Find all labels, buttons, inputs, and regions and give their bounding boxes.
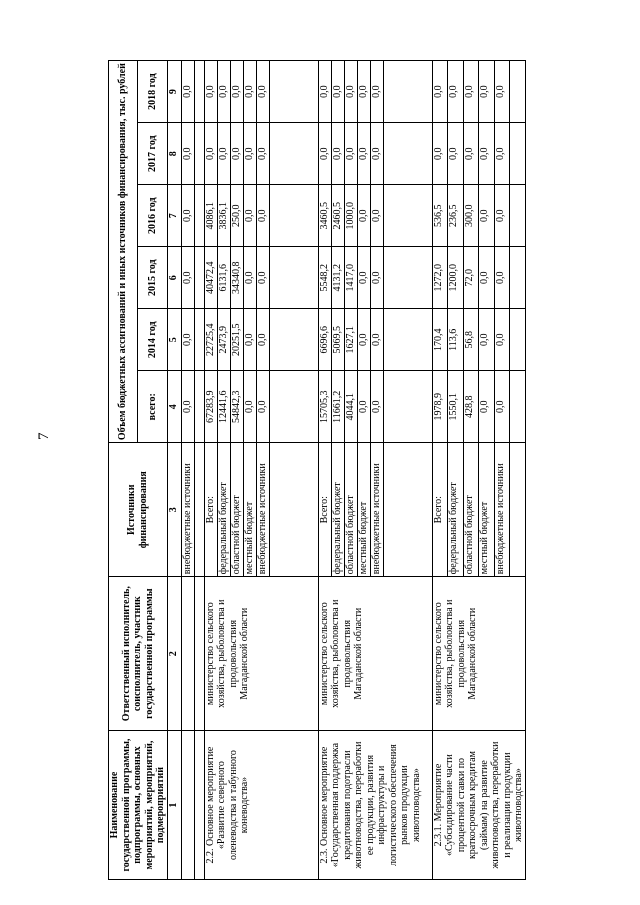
value-cell: 1550,1 (448, 371, 464, 443)
source-cell: Всего: (204, 443, 217, 577)
value-cell: 1978,9 (432, 371, 448, 443)
value-cell: 0,0 (370, 247, 383, 309)
value-cell: 0,0 (181, 371, 194, 443)
value-cell: 236,5 (448, 185, 464, 247)
value-cell: 0,0 (230, 123, 243, 185)
value-cell: 0,0 (494, 123, 510, 185)
value-cell: 4086,1 (204, 185, 217, 247)
value-cell: 0,0 (331, 123, 344, 185)
table-body (167, 61, 204, 880)
value-cell: 0,0 (479, 123, 495, 185)
value-cell: 0,0 (357, 61, 370, 123)
value-cell: 0,0 (479, 61, 495, 123)
source-cell: федеральный бюджет (448, 443, 464, 577)
value-cell: 0,0 (370, 123, 383, 185)
source-cell: областной бюджет (463, 443, 479, 577)
activity-name-cell: 2.2. Основное мероприятие «Развитие северного оленеводства и табунного коневодства» (204, 731, 318, 880)
value-cell: 0,0 (230, 61, 243, 123)
value-cell: 3836,1 (217, 185, 230, 247)
executor-cell: министерство сельского хозяйства, рыболовства и продовольствия Магаданской области (318, 577, 432, 731)
value-cell: 0,0 (370, 185, 383, 247)
value-cell: 6131,6 (217, 247, 230, 309)
value-cell: 0,0 (479, 185, 495, 247)
column-index: 4 (167, 371, 181, 443)
column-index-row (167, 61, 181, 880)
value-cell: 0,0 (217, 123, 230, 185)
header-year: 2017 год (138, 123, 167, 185)
source-cell: внебюджетные источники (181, 443, 194, 577)
header-name: Наименование государственной программы, подпрограммы, основных мероприятий, мероприятий, подмероприятий (109, 731, 168, 880)
value-cell: 4044,1 (344, 371, 357, 443)
source-cell: Всего: (432, 443, 448, 577)
value-cell: 0,0 (243, 309, 256, 371)
source-cell: областной бюджет (230, 443, 243, 577)
executor-cell: министерство сельского хозяйства, рыболовства и продовольствия Магаданской области (204, 577, 318, 731)
activity-name-cell: 2.3.1. Мероприятие «Субсидирование части процентной ставки по краткосрочным кредитам (займам) на развитие животноводства, переработки и реализации продукции животноводства» (432, 731, 525, 880)
value-cell: 34340,8 (230, 247, 243, 309)
column-index: 2 (167, 577, 181, 731)
header-year: 2014 год (138, 309, 167, 371)
value-cell: 0,0 (494, 185, 510, 247)
header-year: 2016 год (138, 185, 167, 247)
header-executor: Ответственный исполнитель, соисполнитель, участник государственной программы (109, 577, 168, 731)
blocks-body (204, 61, 525, 880)
source-cell: местный бюджет (479, 443, 495, 577)
value-cell: 536,5 (432, 185, 448, 247)
value-cell: 0,0 (494, 371, 510, 443)
value-cell: 0,0 (494, 61, 510, 123)
value-cell: 0,0 (370, 61, 383, 123)
value-cell: 4131,2 (331, 247, 344, 309)
source-cell: областной бюджет (344, 443, 357, 577)
source-cell: Всего: (318, 443, 331, 577)
empty-cell (181, 731, 194, 880)
value-cell: 300,0 (463, 185, 479, 247)
rotated-table-container (108, 60, 608, 880)
value-cell: 113,6 (448, 309, 464, 371)
value-cell: 67283,9 (204, 371, 217, 443)
executor-cell: министерство сельского хозяйства, рыболовства и продовольствия Магаданской области (432, 577, 525, 731)
continuation-row (181, 61, 194, 880)
value-cell: 20251,5 (230, 309, 243, 371)
header-source: Источники финансирования (109, 443, 168, 577)
source-cell: местный бюджет (243, 443, 256, 577)
value-cell: 0,0 (217, 61, 230, 123)
value-cell: 0,0 (448, 123, 464, 185)
value-cell: 5548,2 (318, 247, 331, 309)
value-cell: 72,0 (463, 247, 479, 309)
value-cell: 1000,0 (344, 185, 357, 247)
source-cell: внебюджетные источники (494, 443, 510, 577)
value-cell: 54842,3 (230, 371, 243, 443)
value-cell: 1200,0 (448, 247, 464, 309)
value-cell: 1272,0 (432, 247, 448, 309)
value-cell: 0,0 (344, 123, 357, 185)
value-cell: 0,0 (256, 185, 269, 247)
value-cell: 15705,3 (318, 371, 331, 443)
value-cell: 170,4 (432, 309, 448, 371)
header-total: всего: (138, 371, 167, 443)
source-cell: внебюджетные источники (370, 443, 383, 577)
value-cell: 0,0 (344, 61, 357, 123)
value-cell: 428,8 (463, 371, 479, 443)
value-cell: 56,8 (463, 309, 479, 371)
column-index: 3 (167, 443, 181, 577)
value-cell: 0,0 (370, 309, 383, 371)
value-cell: 0,0 (494, 309, 510, 371)
value-cell: 0,0 (479, 371, 495, 443)
value-cell: 2473,9 (217, 309, 230, 371)
value-cell: 0,0 (181, 247, 194, 309)
value-cell: 0,0 (448, 61, 464, 123)
activity-name-cell: 2.3. Основное мероприятие «Государственная поддержка кредитования подотрасли животноводства, переработки ее продукции, развития инфраструктуры и логистического обеспечения рынков продукции животноводства» (318, 731, 432, 880)
value-cell: 0,0 (357, 185, 370, 247)
value-cell: 0,0 (318, 61, 331, 123)
value-cell: 0,0 (256, 371, 269, 443)
value-cell: 0,0 (357, 371, 370, 443)
value-cell: 0,0 (357, 247, 370, 309)
value-cell: 0,0 (256, 247, 269, 309)
value-cell: 0,0 (256, 309, 269, 371)
value-cell: 1417,0 (344, 247, 357, 309)
empty-cell (181, 577, 194, 731)
value-cell: 5069,5 (331, 309, 344, 371)
value-cell: 0,0 (181, 185, 194, 247)
table-row (432, 61, 448, 880)
value-cell: 0,0 (204, 123, 217, 185)
value-cell: 0,0 (463, 61, 479, 123)
column-index: 8 (167, 123, 181, 185)
value-cell: 0,0 (463, 123, 479, 185)
column-index: 1 (167, 731, 181, 880)
table-row (204, 61, 217, 880)
source-cell: местный бюджет (357, 443, 370, 577)
table-header (109, 61, 168, 880)
value-cell: 0,0 (243, 247, 256, 309)
source-cell: федеральный бюджет (331, 443, 344, 577)
value-cell: 40472,4 (204, 247, 217, 309)
source-cell: внебюджетные источники (256, 443, 269, 577)
header-volume: Объем бюджетных ассигнований и иных источников финансирования, тыс. рублей (109, 61, 138, 443)
value-cell: 22725,4 (204, 309, 217, 371)
value-cell: 0,0 (181, 61, 194, 123)
value-cell: 6696,6 (318, 309, 331, 371)
column-index: 6 (167, 247, 181, 309)
value-cell: 0,0 (204, 61, 217, 123)
value-cell: 12441,6 (217, 371, 230, 443)
value-cell: 0,0 (479, 247, 495, 309)
value-cell: 0,0 (494, 247, 510, 309)
value-cell: 0,0 (243, 61, 256, 123)
value-cell: 0,0 (432, 123, 448, 185)
value-cell: 0,0 (181, 123, 194, 185)
value-cell: 0,0 (370, 371, 383, 443)
column-index: 9 (167, 61, 181, 123)
value-cell: 250,0 (230, 185, 243, 247)
spacer-row (194, 61, 204, 880)
value-cell: 0,0 (181, 309, 194, 371)
value-cell: 0,0 (432, 61, 448, 123)
value-cell: 0,0 (357, 123, 370, 185)
page-number: 7 (36, 432, 52, 440)
column-index: 7 (167, 185, 181, 247)
value-cell: 0,0 (357, 309, 370, 371)
value-cell: 0,0 (256, 61, 269, 123)
value-cell: 0,0 (331, 61, 344, 123)
value-cell: 1627,1 (344, 309, 357, 371)
table-row (318, 61, 331, 880)
value-cell: 0,0 (243, 123, 256, 185)
value-cell: 3460,5 (318, 185, 331, 247)
value-cell: 2460,5 (331, 185, 344, 247)
header-year: 2015 год (138, 247, 167, 309)
value-cell: 0,0 (318, 123, 331, 185)
value-cell: 0,0 (479, 309, 495, 371)
source-cell: федеральный бюджет (217, 443, 230, 577)
value-cell: 0,0 (256, 123, 269, 185)
budget-table (108, 60, 526, 880)
value-cell: 0,0 (243, 371, 256, 443)
value-cell: 11661,2 (331, 371, 344, 443)
column-index: 5 (167, 309, 181, 371)
header-year: 2018 год (138, 61, 167, 123)
value-cell: 0,0 (243, 185, 256, 247)
